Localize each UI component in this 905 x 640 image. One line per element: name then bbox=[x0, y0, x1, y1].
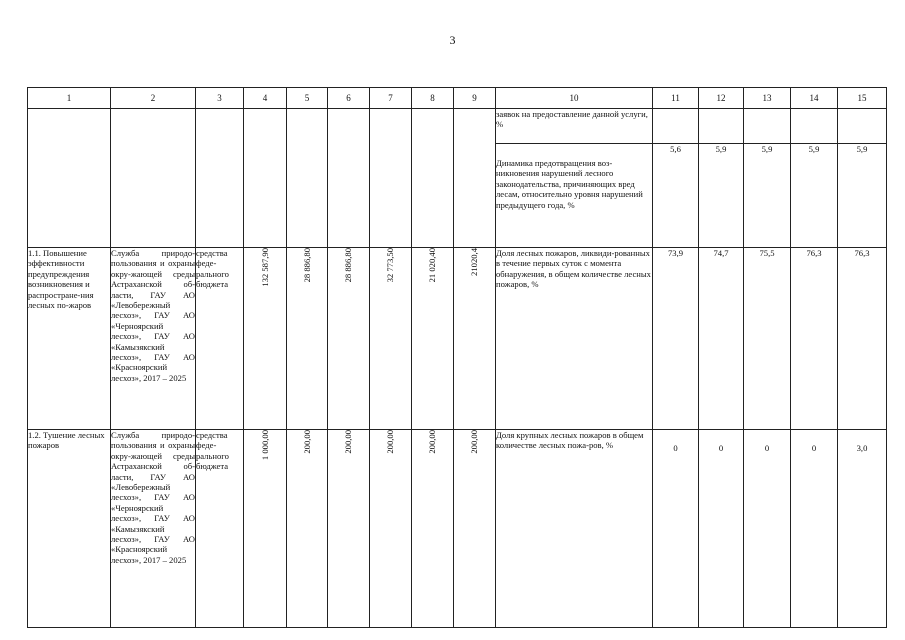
value-cell: 73,9 bbox=[653, 248, 699, 430]
amount-cell bbox=[370, 248, 412, 430]
header-row bbox=[28, 88, 887, 109]
amount-cell bbox=[328, 248, 370, 430]
amount-text: 32 773,50 bbox=[385, 248, 396, 283]
value-cell: 76,3 bbox=[791, 248, 838, 430]
header-cell: 11 bbox=[653, 88, 699, 109]
indicator-cell: Динамика предотвращения воз-никновения нарушений лесного законодательства, причиняющих вред лесам, относительно уровня нарушений предыдущего года, % bbox=[496, 144, 653, 248]
table-row bbox=[28, 109, 887, 144]
value-cell: 75,5 bbox=[744, 248, 791, 430]
empty-cell bbox=[699, 109, 744, 144]
amount-text: 1 000,00 bbox=[259, 430, 270, 461]
table-row bbox=[28, 248, 887, 430]
value-cell: 0 bbox=[699, 430, 744, 628]
measure-cell: 1.1. Повышение эффективности предупреждения возникновения и распростране-ния лесных по-жаров bbox=[28, 248, 111, 430]
header-cell: 9 bbox=[454, 88, 496, 109]
header-cell: 7 bbox=[370, 88, 412, 109]
header-cell: 15 bbox=[838, 88, 887, 109]
empty-cell bbox=[111, 109, 196, 248]
header-cell: 2 bbox=[111, 88, 196, 109]
amount-text: 200,00 bbox=[343, 430, 354, 454]
amount-cell bbox=[244, 430, 287, 628]
empty-cell bbox=[744, 109, 791, 144]
header-cell: 4 bbox=[244, 88, 287, 109]
empty-cell bbox=[454, 109, 496, 248]
value-cell: 76,3 bbox=[838, 248, 887, 430]
amount-cell bbox=[287, 430, 328, 628]
amount-text: 28 886,80 bbox=[301, 248, 312, 283]
empty-cell bbox=[328, 109, 370, 248]
amount-cell bbox=[412, 248, 454, 430]
value-cell: 5,9 bbox=[838, 144, 887, 248]
empty-cell bbox=[791, 109, 838, 144]
page-number: 3 bbox=[449, 33, 456, 47]
header-cell: 12 bbox=[699, 88, 744, 109]
amount-cell bbox=[244, 248, 287, 430]
value-cell: 3,0 bbox=[838, 430, 887, 628]
header-cell: 5 bbox=[287, 88, 328, 109]
empty-cell bbox=[838, 109, 887, 144]
amount-text: 21 020,40 bbox=[427, 248, 438, 283]
executor-cell: Служба природо-пользования и охраны окру-жающей среды Астраханской об-ласти, ГАУ АО «Левобережный лесхоз», ГАУ АО «Черноярский лесхоз», ГАУ АО «Камызякский лесхоз», ГАУ АО «Красноярский лесхоз», 2017 – 2025 bbox=[111, 248, 196, 430]
value-cell: 0 bbox=[653, 430, 699, 628]
value-cell: 5,9 bbox=[699, 144, 744, 248]
amount-cell bbox=[412, 430, 454, 628]
header-cell: 1 bbox=[28, 88, 111, 109]
header-cell: 3 bbox=[196, 88, 244, 109]
empty-cell bbox=[653, 109, 699, 144]
header-cell: 13 bbox=[744, 88, 791, 109]
empty-cell bbox=[370, 109, 412, 248]
header-cell: 10 bbox=[496, 88, 653, 109]
empty-cell bbox=[412, 109, 454, 248]
program-table bbox=[27, 87, 887, 628]
executor-cell: Служба природо-пользования и охраны окру-жающей среды Астраханской об-ласти, ГАУ АО «Левобережный лесхоз», ГАУ АО «Черноярский лесхоз», ГАУ АО «Камызякский лесхоз», ГАУ АО «Красноярский лесхоз», 2017 – 2025 bbox=[111, 430, 196, 628]
amount-text: 132 587,90 bbox=[259, 248, 270, 287]
funding-source-cell: средства феде-рального бюджета bbox=[196, 430, 244, 628]
amount-cell bbox=[287, 248, 328, 430]
indicator-cell: заявок на предоставление данной услуги, % bbox=[496, 109, 653, 144]
amount-text: 200,00 bbox=[469, 430, 480, 454]
empty-cell bbox=[244, 109, 287, 248]
value-cell: 5,9 bbox=[791, 144, 838, 248]
empty-cell bbox=[196, 109, 244, 248]
empty-cell bbox=[28, 109, 111, 248]
amount-text: 200,00 bbox=[301, 430, 312, 454]
indicator-cell: Доля лесных пожаров, ликвиди-рованных в течение первых суток с момента обнаружения, в общем количестве лесных пожаров, % bbox=[496, 248, 653, 430]
header-cell: 8 bbox=[412, 88, 454, 109]
table-row bbox=[28, 430, 887, 628]
amount-text: 28 886,80 bbox=[343, 248, 354, 283]
funding-source-cell: средства феде-рального бюджета bbox=[196, 248, 244, 430]
amount-text: 200,00 bbox=[427, 430, 438, 454]
indicator-cell: Доля крупных лесных пожаров в общем количестве лесных пожа-ров, % bbox=[496, 430, 653, 628]
header-cell: 14 bbox=[791, 88, 838, 109]
amount-cell bbox=[454, 430, 496, 628]
amount-text: 21020,4 bbox=[469, 248, 480, 276]
header-cell: 6 bbox=[328, 88, 370, 109]
measure-cell: 1.2. Тушение лесных пожаров bbox=[28, 430, 111, 628]
value-cell: 0 bbox=[744, 430, 791, 628]
empty-cell bbox=[287, 109, 328, 248]
amount-cell bbox=[328, 430, 370, 628]
amount-cell bbox=[454, 248, 496, 430]
amount-cell bbox=[370, 430, 412, 628]
value-cell: 5,9 bbox=[744, 144, 791, 248]
value-cell: 5,6 bbox=[653, 144, 699, 248]
value-cell: 0 bbox=[791, 430, 838, 628]
value-cell: 74,7 bbox=[699, 248, 744, 430]
amount-text: 200,00 bbox=[385, 430, 396, 454]
